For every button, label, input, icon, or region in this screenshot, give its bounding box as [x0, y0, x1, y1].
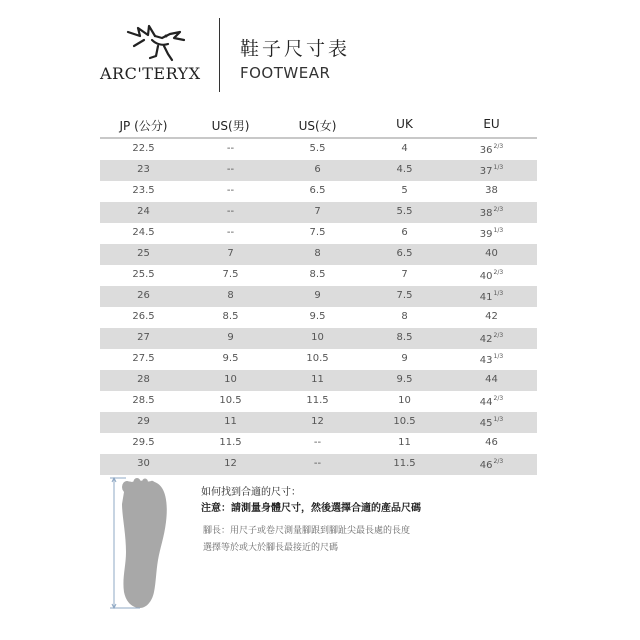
cell-eu-value: 37: [479, 166, 493, 177]
cell-eu: [448, 290, 535, 303]
table-row: [100, 160, 537, 181]
header-us-men: US(男): [211, 119, 250, 133]
table-row: [100, 286, 537, 307]
cell-eu-fraction: 2/3: [493, 269, 504, 276]
cell-uk: 11.5: [393, 458, 416, 469]
cell-eu: [448, 332, 535, 345]
table-row: [100, 181, 537, 202]
cell-usw: 7.5: [309, 227, 326, 238]
cell-eu-fraction: 2/3: [493, 458, 504, 465]
cell-eu: [448, 437, 535, 448]
cell-usw: 9: [314, 290, 321, 301]
cell-uk: 5: [401, 185, 408, 196]
cell-jp: 25: [137, 248, 150, 259]
cell-uk: 4.5: [396, 164, 413, 175]
table-row: [100, 370, 537, 391]
guide-note-select-size: 選擇等於或大於腳長最接近的尺碼: [203, 543, 339, 553]
page-title: 鞋子尺寸表: [240, 38, 351, 60]
cell-eu: [448, 311, 535, 322]
cell-eu-fraction: 1/3: [493, 227, 504, 234]
table-body: [100, 139, 537, 475]
cell-usw: 8: [314, 248, 321, 259]
cell-eu-fraction: 2/3: [493, 332, 504, 339]
cell-jp: 23: [137, 164, 150, 175]
cell-usm: 8: [227, 290, 234, 301]
cell-usm: 8.5: [222, 311, 239, 322]
table-row: [100, 223, 537, 244]
cell-uk: 10.5: [393, 416, 416, 427]
brand-name: ARC'TERYX: [100, 64, 201, 83]
cell-usw: 12: [311, 416, 324, 427]
guide-note-foot-length: 腳長：用尺子或卷尺測量腳跟到腳趾尖最長處的長度: [203, 526, 411, 536]
table-row: [100, 412, 537, 433]
page-subtitle: FOOTWEAR: [240, 64, 331, 82]
cell-jp: 28: [137, 374, 150, 385]
cell-usw: 7: [314, 206, 321, 217]
cell-jp: 25.5: [132, 269, 155, 280]
table-row: [100, 265, 537, 286]
cell-eu-value: 36: [479, 145, 493, 156]
cell-uk: 9: [401, 353, 408, 364]
cell-eu: [448, 248, 535, 259]
cell-eu-fraction: 1/3: [493, 353, 504, 360]
archaeopteryx-logo-icon: [122, 22, 192, 64]
cell-uk: 9.5: [396, 374, 413, 385]
cell-usw: --: [313, 437, 322, 448]
cell-eu-value: 42: [479, 334, 493, 345]
cell-usm: 12: [224, 458, 237, 469]
cell-eu: [448, 143, 535, 156]
cell-uk: 5.5: [396, 206, 413, 217]
cell-usw: 8.5: [309, 269, 326, 280]
cell-jp: 27.5: [132, 353, 155, 364]
cell-eu-value: 43: [479, 355, 493, 366]
cell-usm: --: [226, 164, 235, 175]
header-eu: EU: [483, 117, 500, 131]
cell-eu-value: 39: [479, 229, 493, 240]
cell-eu-value: 41: [479, 292, 493, 303]
cell-uk: 8.5: [396, 332, 413, 343]
table-row: [100, 391, 537, 412]
cell-uk: 7.5: [396, 290, 413, 301]
cell-usm: 9: [227, 332, 234, 343]
cell-eu: [448, 353, 535, 366]
cell-jp: 24.5: [132, 227, 155, 238]
foot-outline-icon: [104, 474, 176, 612]
cell-eu-fraction: 2/3: [493, 143, 504, 150]
cell-usm: 10.5: [219, 395, 242, 406]
cell-usw: 9.5: [309, 311, 326, 322]
cell-eu: [448, 395, 535, 408]
cell-jp: 27: [137, 332, 150, 343]
cell-eu: [448, 185, 535, 196]
table-row: [100, 244, 537, 265]
cell-usw: 5.5: [309, 143, 326, 154]
cell-usw: 10: [311, 332, 324, 343]
cell-jp: 26: [137, 290, 150, 301]
cell-usm: 7: [227, 248, 234, 259]
cell-uk: 8: [401, 311, 408, 322]
cell-usm: --: [226, 227, 235, 238]
header-us-women: US(女): [298, 119, 337, 133]
cell-usw: 6: [314, 164, 321, 175]
cell-jp: 24: [137, 206, 150, 217]
header-jp: JP (公分): [119, 119, 168, 133]
cell-usw: 6.5: [309, 185, 326, 196]
table-row: [100, 328, 537, 349]
cell-eu: [448, 416, 535, 429]
cell-eu: [448, 206, 535, 219]
cell-eu: [448, 269, 535, 282]
cell-eu-value: 42: [485, 311, 498, 322]
cell-eu: [448, 374, 535, 385]
table-row: [100, 139, 537, 160]
table-row: [100, 202, 537, 223]
cell-uk: 6: [401, 227, 408, 238]
cell-eu: [448, 164, 535, 177]
cell-usm: --: [226, 206, 235, 217]
cell-usm: 7.5: [222, 269, 239, 280]
cell-uk: 10: [398, 395, 411, 406]
cell-uk: 4: [401, 143, 408, 154]
table-row: [100, 433, 537, 454]
cell-eu-fraction: 2/3: [493, 206, 504, 213]
cell-usm: 11.5: [219, 437, 242, 448]
cell-usm: 11: [224, 416, 237, 427]
cell-usw: 11.5: [306, 395, 329, 406]
header-uk: UK: [396, 117, 413, 131]
cell-jp: 29.5: [132, 437, 155, 448]
cell-eu: [448, 458, 535, 471]
table-row: [100, 349, 537, 370]
cell-eu-fraction: 2/3: [493, 395, 504, 402]
cell-eu-value: 44: [485, 374, 498, 385]
cell-eu-fraction: 1/3: [493, 416, 504, 423]
cell-eu-value: 46: [485, 437, 498, 448]
cell-uk: 7: [401, 269, 408, 280]
cell-jp: 28.5: [132, 395, 155, 406]
cell-jp: 22.5: [132, 143, 155, 154]
cell-uk: 11: [398, 437, 411, 448]
guide-instruction: 注意：請測量身體尺寸，然後選擇合適的產品尺碼: [201, 503, 421, 514]
cell-jp: 29: [137, 416, 150, 427]
cell-usm: --: [226, 143, 235, 154]
table-header: [100, 113, 537, 139]
cell-uk: 6.5: [396, 248, 413, 259]
cell-eu-value: 44: [479, 397, 493, 408]
header-divider: [219, 18, 220, 92]
cell-eu-value: 40: [485, 248, 498, 259]
cell-eu-fraction: 1/3: [493, 164, 504, 171]
cell-jp: 26.5: [132, 311, 155, 322]
cell-usm: 9.5: [222, 353, 239, 364]
cell-eu-value: 38: [479, 208, 493, 219]
cell-jp: 23.5: [132, 185, 155, 196]
cell-usw: 11: [311, 374, 324, 385]
cell-usm: 10: [224, 374, 237, 385]
table-row: [100, 454, 537, 475]
cell-eu-fraction: 1/3: [493, 290, 504, 297]
guide-heading: 如何找到合適的尺寸：: [201, 487, 301, 498]
cell-eu-value: 46: [479, 460, 493, 471]
cell-usw: 10.5: [306, 353, 329, 364]
cell-usw: --: [313, 458, 322, 469]
cell-eu-value: 40: [479, 271, 493, 282]
cell-eu: [448, 227, 535, 240]
cell-usm: --: [226, 185, 235, 196]
size-chart-table: [100, 113, 537, 475]
cell-eu-value: 45: [479, 418, 493, 429]
cell-eu-value: 38: [485, 185, 498, 196]
table-row: [100, 307, 537, 328]
cell-jp: 30: [137, 458, 150, 469]
